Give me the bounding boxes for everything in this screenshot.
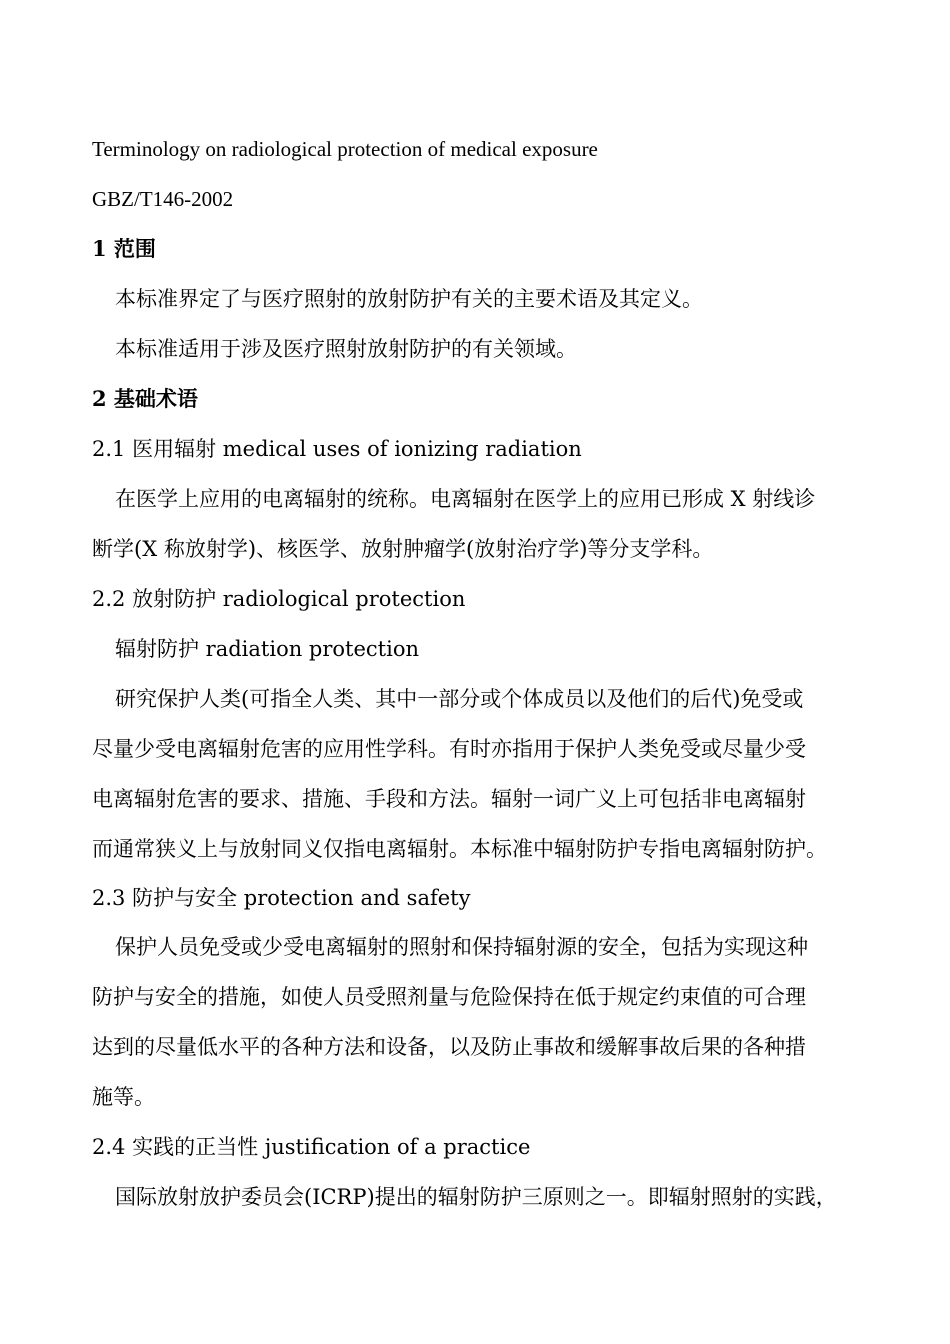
term-2-2-definition-line: 尽量少受电离辐射危害的应用性学科。有时亦指用于保护人类免受或尽量少受 [92, 737, 806, 761]
term-2-3-heading: 2.3 防护与安全 protection and safety [92, 886, 471, 910]
term-2-3-definition-line: 施等。 [92, 1085, 155, 1109]
section-1-paragraph-2: 本标准适用于涉及医疗照射放射防护的有关领域。 [115, 337, 577, 361]
term-2-2-definition-line: 而通常狭义上与放射同义仅指电离辐射。本标准中辐射防护专指电离辐射防护。 [92, 837, 827, 861]
section-1-paragraph-1: 本标准界定了与医疗照射的放射防护有关的主要术语及其定义。 [115, 287, 703, 311]
standard-code: GBZ/T146-2002 [92, 187, 234, 211]
term-2-2-heading: 2.2 放射防护 radiological protection [92, 587, 466, 611]
term-2-1-heading: 2.1 医用辐射 medical uses of ionizing radiation [92, 437, 582, 461]
term-2-1-definition-line: 在医学上应用的电离辐射的统称。电离辐射在医学上的应用已形成 X 射线诊 [115, 487, 816, 511]
section-2-heading: 2 基础术语 [92, 386, 198, 411]
section-1-heading: 1 范围 [92, 236, 156, 261]
term-2-2-definition-line: 电离辐射危害的要求、措施、手段和方法。辐射一词广义上可包括非电离辐射 [92, 787, 806, 811]
document-title-en: Terminology on radiological protection of medical exposure [92, 137, 598, 161]
term-2-3-definition-line: 保护人员免受或少受电离辐射的照射和保持辐射源的安全，包括为实现这种 [115, 935, 808, 959]
term-2-3-definition-line: 达到的尽量低水平的各种方法和设备，以及防止事故和缓解事故后果的各种措 [92, 1035, 806, 1059]
term-2-1-definition-line: 断学(X 称放射学)、核医学、放射肿瘤学(放射治疗学)等分支学科。 [92, 537, 714, 561]
term-2-4-heading: 2.4 实践的正当性 justification of a practice [92, 1135, 531, 1159]
term-2-2-definition-line: 研究保护人类(可指全人类、其中一部分或个体成员以及他们的后代)免受或 [115, 687, 804, 711]
term-2-2-synonym: 辐射防护 radiation protection [115, 637, 419, 661]
term-2-3-definition-line: 防护与安全的措施，如使人员受照剂量与危险保持在低于规定约束值的可合理 [92, 985, 806, 1009]
term-2-4-definition-line: 国际放射放护委员会(ICRP)提出的辐射防护三原则之一。即辐射照射的实践， [115, 1185, 837, 1209]
